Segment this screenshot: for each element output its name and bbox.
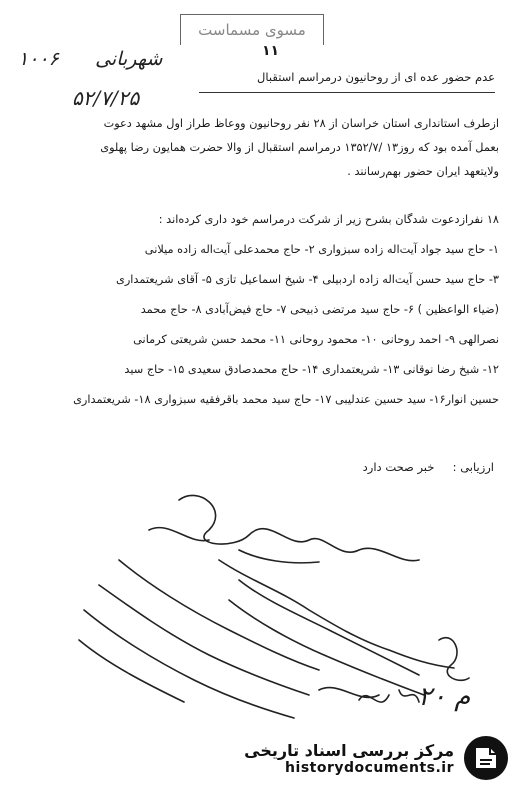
assessment	[244, 460, 494, 474]
list-line: ۳- حاج سید حسن آیت‌اله زاده اردبیلی ۴- شیخ اسماعیل تازی ۵- آقای شریعتمداری	[116, 273, 499, 286]
body-line: ازطرف استانداری استان خراسان از ۲۸ نفر روحانیون ووعاظ طراز اول مشهد دعوت	[103, 117, 499, 130]
list-intro: ۱۸ نفرازدعوت شدگان بشرح زیر از شرکت درمراسم خود داری کرده‌اند :	[158, 213, 499, 226]
list-line: ۱۲- شیخ رضا نوقانی ۱۳- شریعتمداری ۱۴- حاج محمدصادق سعیدی ۱۵- حاج سید	[124, 363, 499, 376]
body-line: بعمل آمده بود که روز۱۳ /۱۳۵۲/۷ درمراسم استقبال از والا حضرت همایون رضا پهلوی	[100, 141, 499, 154]
report-body	[19, 112, 499, 184]
reference-date: ۵۲/۷/۲۵	[72, 86, 140, 110]
reference-number: ۱۰۰۶	[18, 48, 59, 70]
list-line: نصرالهی ۹- احمد روحانی ۱۰- محمود روحانی ۱۱- محمد حسن شریعتی کرمانی	[133, 333, 499, 346]
reference-line	[18, 48, 162, 70]
archive-logo-icon	[462, 734, 510, 782]
marginal-note: م ٢٠	[418, 682, 471, 712]
assessment-value: خبر صحت دارد	[362, 460, 435, 474]
body-line: ولایتعهد ایران حضور بهم‌رسانند .	[347, 165, 499, 178]
reference-word: شهربانی	[95, 48, 163, 70]
assessment-label: ارزیابی :	[452, 460, 494, 474]
subject-underline	[199, 92, 495, 93]
sheet-number: ۱۱	[262, 43, 280, 59]
document-subject: عدم حضور عده ای از روحانیون درمراسم استقبال	[257, 70, 495, 84]
archive-stamp: مسوی مسماست	[180, 14, 324, 45]
list-line: حسین انوار۱۶- سید حسین عندلیبی ۱۷- حاج سید محمد باقرفقیه سبزواری ۱۸- شریعتمداری	[73, 393, 499, 406]
watermark-title: مرکز بررسی اسناد تاریخی	[244, 740, 454, 760]
absentee-list	[9, 205, 499, 415]
list-line: ۱- حاج سید جواد آیت‌اله زاده سبزواری ۲- حاج محمدعلی آیت‌اله زاده میلانی	[144, 243, 499, 256]
list-line: (ضیاء الواعظین ) ۶- حاج سید مرتضی ذبیحی ۷- حاج فیض‌آبادی ۸- حاج محمد	[140, 303, 499, 316]
archive-watermark	[230, 730, 510, 786]
watermark-url: historydocuments.ir	[285, 759, 454, 776]
